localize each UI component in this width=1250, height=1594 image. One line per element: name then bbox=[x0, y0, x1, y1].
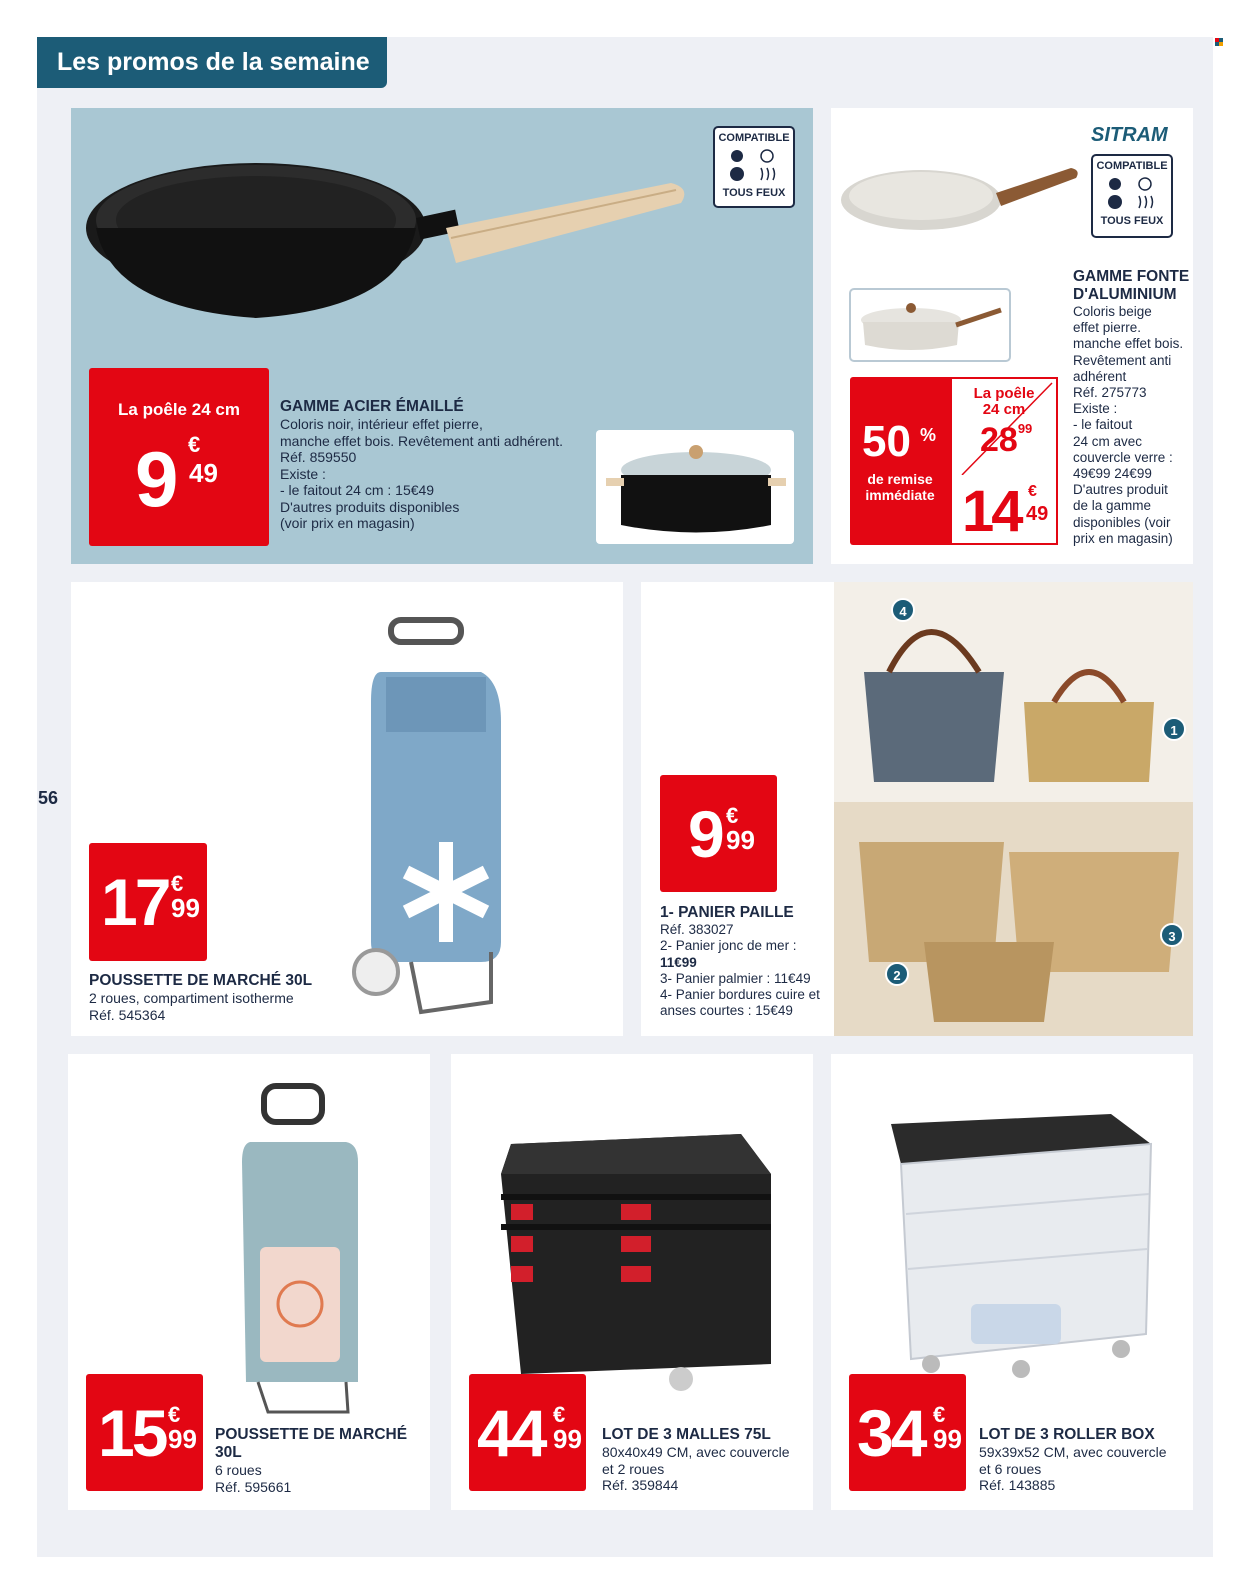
compatible-badge: COMPATIBLE TOUS FEUX bbox=[713, 126, 795, 208]
panier-price-tag: 9 € 99 bbox=[660, 775, 777, 892]
panier-bubble-2: 2 bbox=[885, 962, 909, 986]
malles-image bbox=[481, 1114, 801, 1404]
fonte-description: GAMME FONTE D'ALUMINIUM Coloris beige effet pierre. manche effet bois. Revêtement anti adhérent Réf. 275773 Existe : - le faitout 24 cm avec couvercle verre : 49€99 24€99 D'autres produit de la gamme disponibles (voir prix en magasin) bbox=[1073, 268, 1190, 546]
faitout-image bbox=[596, 430, 794, 544]
sauteuse-image-frame bbox=[849, 288, 1011, 362]
poussette1-description: POUSSETTE DE MARCHÉ 30L 2 roues, compartiment isotherme Réf. 545364 bbox=[89, 972, 313, 1023]
page-number: 56 bbox=[38, 788, 59, 808]
shopping-trolley-2-image bbox=[228, 1082, 388, 1422]
shopping-trolley-image bbox=[351, 612, 591, 1032]
acier-price-tag: La poêle 24 cm 9 € 49 bbox=[89, 368, 269, 546]
heat-sources-icon bbox=[719, 144, 789, 184]
acier-card bbox=[71, 108, 813, 564]
fonte-card bbox=[831, 108, 1193, 564]
fonte-old-price-panel: La poêle 24 cm $28^{99}$ 14 € 49 bbox=[950, 377, 1058, 545]
poussette1-price-tag: 17 € 99 bbox=[89, 843, 207, 961]
sauteuse-image bbox=[851, 290, 1009, 360]
poussette1-card bbox=[71, 582, 623, 1036]
beige-pan-image bbox=[831, 148, 1091, 268]
heat-sources-icon bbox=[1097, 172, 1167, 212]
roller-description: LOT DE 3 ROLLER BOX 59x39x52 CM, avec couvercle et 6 roues Réf. 143885 bbox=[979, 1426, 1167, 1493]
brand-logo: SITRAM bbox=[1091, 124, 1168, 146]
panier-card bbox=[641, 582, 1193, 1036]
old-price: $28^{99}$ bbox=[980, 421, 1033, 459]
malles-description: LOT DE 3 MALLES 75L 80x40x49 CM, avec couvercle et 2 roues Réf. 359844 bbox=[602, 1426, 790, 1493]
panier-description: 1- PANIER PAILLE Réf. 383027 2- Panier jonc de mer : 11€99 3- Panier palmier : 11€49 4- Panier bordures cuire et anses courtes : 15€49 bbox=[660, 904, 820, 1019]
roller-card bbox=[831, 1054, 1193, 1510]
poussette2-price-tag: 15 € 99 bbox=[86, 1374, 203, 1491]
panier-bubble-4: 4 bbox=[891, 598, 915, 622]
roller-price-tag: 34 € 99 bbox=[849, 1374, 966, 1491]
roller-box-image bbox=[861, 1094, 1181, 1394]
panier-bubble-3: 3 bbox=[1160, 923, 1184, 947]
page-title: Les promos de la semaine bbox=[37, 37, 387, 88]
fonte-discount-tag: 50 % de remise immédiate bbox=[850, 377, 950, 545]
poussette2-description: POUSSETTE DE MARCHÉ 30L 6 roues Réf. 595661 bbox=[215, 1426, 408, 1495]
fonte-price-tag: 14 € 49 bbox=[956, 475, 1052, 541]
malles-card bbox=[451, 1054, 813, 1510]
brand-logo-icon bbox=[1215, 33, 1223, 41]
frying-pan-image bbox=[71, 108, 813, 358]
panier-bubble-1: 1 bbox=[1162, 717, 1186, 741]
acier-description: GAMME ACIER ÉMAILLÉ Coloris noir, intérieur effet pierre, manche effet bois. Revêtement anti adhérent. Réf. 859550 Existe : - le faitout 24 cm : 15€49 D'autres produits disponibles (voir prix en magasin) bbox=[280, 398, 564, 531]
compatible-badge: COMPATIBLE TOUS FEUX bbox=[1091, 154, 1173, 238]
malles-price-tag: 44 € 99 bbox=[469, 1374, 586, 1491]
faitout-image-frame bbox=[596, 430, 794, 544]
poussette2-card bbox=[68, 1054, 430, 1510]
